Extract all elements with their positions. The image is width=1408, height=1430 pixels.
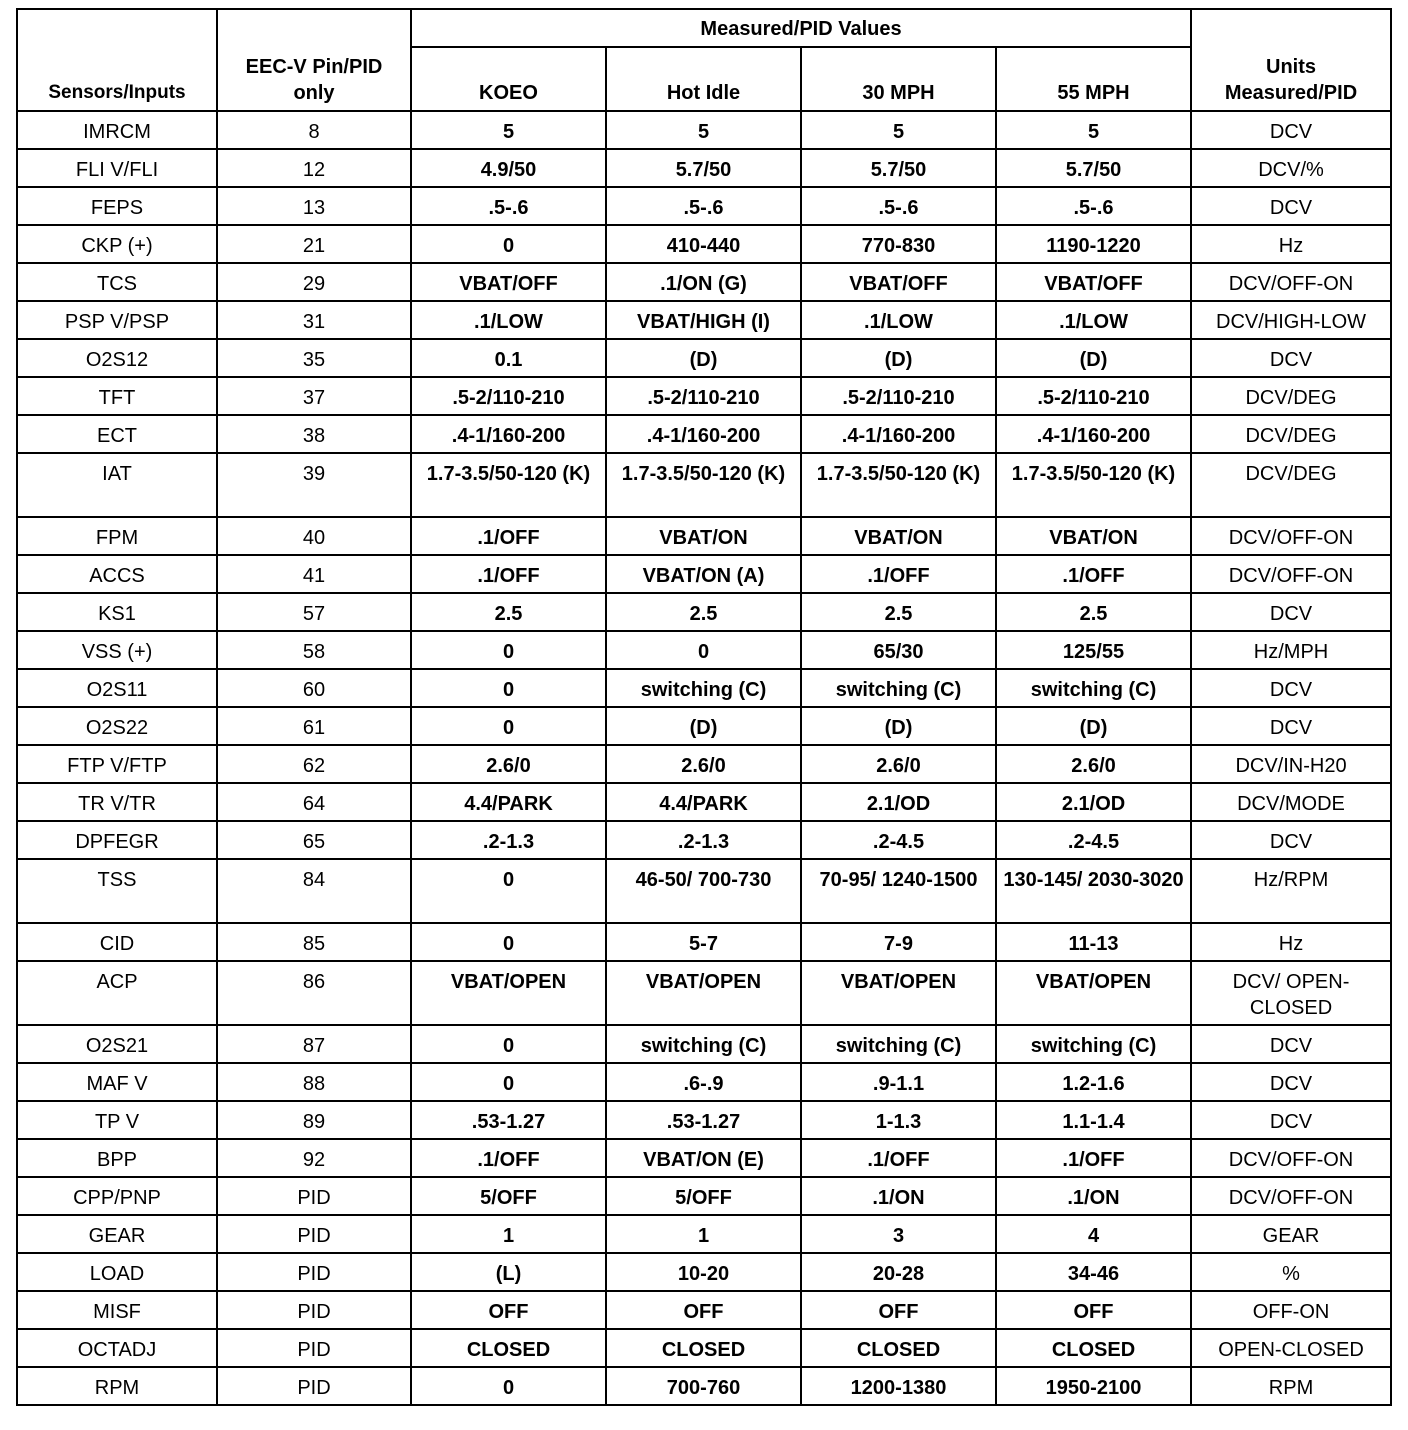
- cell-hot-idle: VBAT/ON: [606, 517, 801, 555]
- cell-sensor: TFT: [17, 377, 217, 415]
- cell-55-mph: 2.6/0: [996, 745, 1191, 783]
- cell-koeo: 5/OFF: [411, 1177, 606, 1215]
- cell-hot-idle: .1/ON (G): [606, 263, 801, 301]
- cell-hot-idle: VBAT/OPEN: [606, 961, 801, 1025]
- cell-koeo: 0: [411, 225, 606, 263]
- cell-koeo: 1.7-3.5/50-120 (K): [411, 453, 606, 517]
- cell-hot-idle: 5.7/50: [606, 149, 801, 187]
- cell-pin: 62: [217, 745, 411, 783]
- cell-30-mph: 770-830: [801, 225, 996, 263]
- cell-55-mph: (D): [996, 339, 1191, 377]
- cell-sensor: FPM: [17, 517, 217, 555]
- cell-pin: PID: [217, 1291, 411, 1329]
- cell-30-mph: .1/OFF: [801, 555, 996, 593]
- cell-hot-idle: .4-1/160-200: [606, 415, 801, 453]
- cell-pin: PID: [217, 1215, 411, 1253]
- cell-30-mph: 70-95/ 1240-1500: [801, 859, 996, 923]
- cell-sensor: TR V/TR: [17, 783, 217, 821]
- cell-hot-idle: CLOSED: [606, 1329, 801, 1367]
- cell-hot-idle: switching (C): [606, 669, 801, 707]
- cell-hot-idle: 10-20: [606, 1253, 801, 1291]
- cell-units: Hz/MPH: [1191, 631, 1391, 669]
- cell-pin: 58: [217, 631, 411, 669]
- cell-sensor: TP V: [17, 1101, 217, 1139]
- cell-55-mph: switching (C): [996, 1025, 1191, 1063]
- cell-koeo: 0.1: [411, 339, 606, 377]
- cell-30-mph: VBAT/OFF: [801, 263, 996, 301]
- cell-units: DCV: [1191, 821, 1391, 859]
- table-row: [17, 1101, 1391, 1139]
- cell-55-mph: VBAT/ON: [996, 517, 1191, 555]
- cell-koeo: OFF: [411, 1291, 606, 1329]
- cell-units: DCV/DEG: [1191, 453, 1391, 517]
- cell-koeo: 0: [411, 669, 606, 707]
- table-row: [17, 745, 1391, 783]
- cell-pin: 61: [217, 707, 411, 745]
- table-row: [17, 1025, 1391, 1063]
- header-units: Units Measured/PID: [1191, 9, 1391, 111]
- cell-30-mph: switching (C): [801, 669, 996, 707]
- cell-pin: 8: [217, 111, 411, 149]
- cell-sensor: ACP: [17, 961, 217, 1025]
- cell-pin: 38: [217, 415, 411, 453]
- cell-sensor: CKP (+): [17, 225, 217, 263]
- table-row: [17, 593, 1391, 631]
- cell-30-mph: (D): [801, 339, 996, 377]
- cell-sensor: IAT: [17, 453, 217, 517]
- cell-55-mph: .5-.6: [996, 187, 1191, 225]
- table-row: [17, 707, 1391, 745]
- cell-55-mph: 130-145/ 2030-3020: [996, 859, 1191, 923]
- cell-pin: 60: [217, 669, 411, 707]
- table-row: [17, 631, 1391, 669]
- cell-55-mph: 1.7-3.5/50-120 (K): [996, 453, 1191, 517]
- cell-pin: PID: [217, 1329, 411, 1367]
- cell-55-mph: 4: [996, 1215, 1191, 1253]
- cell-hot-idle: .53-1.27: [606, 1101, 801, 1139]
- table-row: [17, 1063, 1391, 1101]
- cell-hot-idle: 5/OFF: [606, 1177, 801, 1215]
- cell-koeo: .53-1.27: [411, 1101, 606, 1139]
- cell-koeo: .1/OFF: [411, 517, 606, 555]
- header-30-mph: 30 MPH: [801, 47, 996, 111]
- cell-pin: 35: [217, 339, 411, 377]
- cell-55-mph: 1.1-1.4: [996, 1101, 1191, 1139]
- cell-sensor: O2S12: [17, 339, 217, 377]
- cell-pin: 65: [217, 821, 411, 859]
- header-55-mph: 55 MPH: [996, 47, 1191, 111]
- cell-30-mph: CLOSED: [801, 1329, 996, 1367]
- cell-koeo: .4-1/160-200: [411, 415, 606, 453]
- cell-sensor: FEPS: [17, 187, 217, 225]
- cell-sensor: MISF: [17, 1291, 217, 1329]
- table-row: [17, 1139, 1391, 1177]
- cell-units: Hz: [1191, 225, 1391, 263]
- cell-units: Hz: [1191, 923, 1391, 961]
- cell-koeo: .2-1.3: [411, 821, 606, 859]
- cell-units: DCV/DEG: [1191, 377, 1391, 415]
- cell-koeo: 2.6/0: [411, 745, 606, 783]
- cell-pin: PID: [217, 1367, 411, 1405]
- cell-hot-idle: VBAT/ON (A): [606, 555, 801, 593]
- cell-55-mph: .1/OFF: [996, 1139, 1191, 1177]
- cell-koeo: .1/LOW: [411, 301, 606, 339]
- pid-values-table: [16, 8, 1392, 1406]
- cell-units: DCV: [1191, 1101, 1391, 1139]
- cell-koeo: 0: [411, 707, 606, 745]
- cell-units: OPEN-CLOSED: [1191, 1329, 1391, 1367]
- cell-sensor: ECT: [17, 415, 217, 453]
- table-row: [17, 415, 1391, 453]
- cell-units: GEAR: [1191, 1215, 1391, 1253]
- cell-55-mph: 125/55: [996, 631, 1191, 669]
- table-row: [17, 1215, 1391, 1253]
- cell-sensor: OCTADJ: [17, 1329, 217, 1367]
- cell-30-mph: 1-1.3: [801, 1101, 996, 1139]
- cell-sensor: ACCS: [17, 555, 217, 593]
- cell-55-mph: 1.2-1.6: [996, 1063, 1191, 1101]
- cell-30-mph: 2.6/0: [801, 745, 996, 783]
- cell-koeo: VBAT/OFF: [411, 263, 606, 301]
- cell-units: DCV/IN-H20: [1191, 745, 1391, 783]
- cell-hot-idle: 46-50/ 700-730: [606, 859, 801, 923]
- table-row: [17, 1177, 1391, 1215]
- cell-units: Hz/RPM: [1191, 859, 1391, 923]
- cell-hot-idle: (D): [606, 339, 801, 377]
- cell-units: %: [1191, 1253, 1391, 1291]
- cell-pin: 84: [217, 859, 411, 923]
- cell-55-mph: .1/OFF: [996, 555, 1191, 593]
- cell-pin: 39: [217, 453, 411, 517]
- cell-units: DCV/ OPEN-CLOSED: [1191, 961, 1391, 1025]
- cell-55-mph: OFF: [996, 1291, 1191, 1329]
- cell-pin: 92: [217, 1139, 411, 1177]
- table-row: [17, 1367, 1391, 1405]
- cell-55-mph: 34-46: [996, 1253, 1191, 1291]
- cell-koeo: CLOSED: [411, 1329, 606, 1367]
- cell-units: DCV/HIGH-LOW: [1191, 301, 1391, 339]
- cell-pin: 37: [217, 377, 411, 415]
- cell-units: RPM: [1191, 1367, 1391, 1405]
- cell-55-mph: (D): [996, 707, 1191, 745]
- header-eec-pin: EEC-V Pin/PID only: [217, 9, 411, 111]
- cell-30-mph: VBAT/ON: [801, 517, 996, 555]
- cell-55-mph: 5.7/50: [996, 149, 1191, 187]
- cell-pin: 87: [217, 1025, 411, 1063]
- cell-55-mph: VBAT/OPEN: [996, 961, 1191, 1025]
- cell-koeo: (L): [411, 1253, 606, 1291]
- cell-pin: 31: [217, 301, 411, 339]
- cell-hot-idle: 4.4/PARK: [606, 783, 801, 821]
- cell-pin: PID: [217, 1253, 411, 1291]
- cell-sensor: O2S21: [17, 1025, 217, 1063]
- cell-koeo: VBAT/OPEN: [411, 961, 606, 1025]
- cell-30-mph: 20-28: [801, 1253, 996, 1291]
- cell-30-mph: .4-1/160-200: [801, 415, 996, 453]
- cell-hot-idle: VBAT/ON (E): [606, 1139, 801, 1177]
- cell-55-mph: 11-13: [996, 923, 1191, 961]
- cell-koeo: 4.9/50: [411, 149, 606, 187]
- cell-sensor: FTP V/FTP: [17, 745, 217, 783]
- cell-sensor: BPP: [17, 1139, 217, 1177]
- cell-units: DCV: [1191, 1063, 1391, 1101]
- cell-30-mph: 2.1/OD: [801, 783, 996, 821]
- cell-koeo: 5: [411, 111, 606, 149]
- cell-hot-idle: 1.7-3.5/50-120 (K): [606, 453, 801, 517]
- table-row: [17, 1291, 1391, 1329]
- cell-sensor: IMRCM: [17, 111, 217, 149]
- cell-30-mph: .1/OFF: [801, 1139, 996, 1177]
- cell-sensor: MAF V: [17, 1063, 217, 1101]
- cell-55-mph: 5: [996, 111, 1191, 149]
- cell-sensor: FLI V/FLI: [17, 149, 217, 187]
- cell-30-mph: .1/LOW: [801, 301, 996, 339]
- table-row: [17, 669, 1391, 707]
- cell-hot-idle: 1: [606, 1215, 801, 1253]
- cell-55-mph: 1950-2100: [996, 1367, 1191, 1405]
- table-row: [17, 821, 1391, 859]
- cell-sensor: LOAD: [17, 1253, 217, 1291]
- cell-units: DCV/%: [1191, 149, 1391, 187]
- table-row: [17, 377, 1391, 415]
- cell-units: DCV: [1191, 187, 1391, 225]
- cell-koeo: .1/OFF: [411, 555, 606, 593]
- cell-units: DCV/OFF-ON: [1191, 555, 1391, 593]
- cell-units: DCV: [1191, 339, 1391, 377]
- cell-pin: 40: [217, 517, 411, 555]
- cell-30-mph: .9-1.1: [801, 1063, 996, 1101]
- cell-30-mph: 65/30: [801, 631, 996, 669]
- header-hot-idle: Hot Idle: [606, 47, 801, 111]
- cell-hot-idle: .5-2/110-210: [606, 377, 801, 415]
- cell-hot-idle: 5-7: [606, 923, 801, 961]
- cell-30-mph: VBAT/OPEN: [801, 961, 996, 1025]
- cell-units: DCV: [1191, 669, 1391, 707]
- cell-units: DCV/OFF-ON: [1191, 1177, 1391, 1215]
- cell-30-mph: 1.7-3.5/50-120 (K): [801, 453, 996, 517]
- cell-pin: PID: [217, 1177, 411, 1215]
- cell-pin: 88: [217, 1063, 411, 1101]
- cell-30-mph: (D): [801, 707, 996, 745]
- cell-hot-idle: switching (C): [606, 1025, 801, 1063]
- table-row: [17, 453, 1391, 517]
- cell-units: DCV/OFF-ON: [1191, 263, 1391, 301]
- cell-units: DCV/OFF-ON: [1191, 517, 1391, 555]
- table-row: [17, 111, 1391, 149]
- cell-30-mph: .5-2/110-210: [801, 377, 996, 415]
- cell-pin: 89: [217, 1101, 411, 1139]
- table-header: [17, 9, 1391, 111]
- cell-hot-idle: OFF: [606, 1291, 801, 1329]
- cell-koeo: 1: [411, 1215, 606, 1253]
- cell-hot-idle: 0: [606, 631, 801, 669]
- cell-koeo: .5-.6: [411, 187, 606, 225]
- cell-units: DCV/DEG: [1191, 415, 1391, 453]
- cell-30-mph: 2.5: [801, 593, 996, 631]
- header-sensors-inputs: Sensors/Inputs: [17, 9, 217, 111]
- cell-sensor: O2S22: [17, 707, 217, 745]
- cell-koeo: 4.4/PARK: [411, 783, 606, 821]
- table-row: [17, 783, 1391, 821]
- cell-koeo: 0: [411, 1063, 606, 1101]
- cell-hot-idle: .5-.6: [606, 187, 801, 225]
- cell-hot-idle: 2.6/0: [606, 745, 801, 783]
- cell-pin: 29: [217, 263, 411, 301]
- cell-units: DCV: [1191, 111, 1391, 149]
- cell-55-mph: .4-1/160-200: [996, 415, 1191, 453]
- cell-55-mph: 2.5: [996, 593, 1191, 631]
- cell-koeo: .5-2/110-210: [411, 377, 606, 415]
- cell-koeo: 0: [411, 859, 606, 923]
- table-row: [17, 149, 1391, 187]
- cell-pin: 13: [217, 187, 411, 225]
- table-row: [17, 961, 1391, 1025]
- cell-30-mph: OFF: [801, 1291, 996, 1329]
- table-row: [17, 859, 1391, 923]
- cell-pin: 21: [217, 225, 411, 263]
- table-row: [17, 555, 1391, 593]
- cell-55-mph: 2.1/OD: [996, 783, 1191, 821]
- cell-sensor: CID: [17, 923, 217, 961]
- cell-hot-idle: 2.5: [606, 593, 801, 631]
- cell-pin: 57: [217, 593, 411, 631]
- cell-sensor: KS1: [17, 593, 217, 631]
- table-row: [17, 1253, 1391, 1291]
- table-row: [17, 517, 1391, 555]
- cell-koeo: 2.5: [411, 593, 606, 631]
- cell-30-mph: switching (C): [801, 1025, 996, 1063]
- cell-30-mph: 7-9: [801, 923, 996, 961]
- cell-koeo: .1/OFF: [411, 1139, 606, 1177]
- cell-units: DCV/MODE: [1191, 783, 1391, 821]
- cell-hot-idle: (D): [606, 707, 801, 745]
- cell-sensor: DPFEGR: [17, 821, 217, 859]
- cell-hot-idle: .6-.9: [606, 1063, 801, 1101]
- cell-30-mph: 5.7/50: [801, 149, 996, 187]
- table-row: [17, 923, 1391, 961]
- cell-30-mph: 5: [801, 111, 996, 149]
- cell-sensor: O2S11: [17, 669, 217, 707]
- cell-hot-idle: 700-760: [606, 1367, 801, 1405]
- cell-hot-idle: VBAT/HIGH (I): [606, 301, 801, 339]
- cell-units: OFF-ON: [1191, 1291, 1391, 1329]
- cell-units: DCV: [1191, 1025, 1391, 1063]
- cell-hot-idle: .2-1.3: [606, 821, 801, 859]
- cell-sensor: TCS: [17, 263, 217, 301]
- table-row: [17, 339, 1391, 377]
- table-row: [17, 187, 1391, 225]
- cell-sensor: RPM: [17, 1367, 217, 1405]
- cell-30-mph: .1/ON: [801, 1177, 996, 1215]
- cell-sensor: CPP/PNP: [17, 1177, 217, 1215]
- cell-pin: 85: [217, 923, 411, 961]
- cell-koeo: 0: [411, 923, 606, 961]
- cell-55-mph: .1/ON: [996, 1177, 1191, 1215]
- cell-55-mph: switching (C): [996, 669, 1191, 707]
- pid-reference-sheet: [16, 8, 1390, 1406]
- cell-55-mph: .5-2/110-210: [996, 377, 1191, 415]
- cell-units: DCV: [1191, 707, 1391, 745]
- cell-30-mph: .2-4.5: [801, 821, 996, 859]
- cell-units: DCV/OFF-ON: [1191, 1139, 1391, 1177]
- cell-55-mph: .1/LOW: [996, 301, 1191, 339]
- table-row: [17, 225, 1391, 263]
- cell-pin: 64: [217, 783, 411, 821]
- table-body: [17, 111, 1391, 1405]
- cell-sensor: TSS: [17, 859, 217, 923]
- cell-hot-idle: 5: [606, 111, 801, 149]
- cell-55-mph: CLOSED: [996, 1329, 1191, 1367]
- table-row: [17, 263, 1391, 301]
- table-row: [17, 301, 1391, 339]
- cell-55-mph: VBAT/OFF: [996, 263, 1191, 301]
- cell-30-mph: 3: [801, 1215, 996, 1253]
- header-koeo: KOEO: [411, 47, 606, 111]
- cell-units: DCV: [1191, 593, 1391, 631]
- cell-pin: 12: [217, 149, 411, 187]
- cell-sensor: PSP V/PSP: [17, 301, 217, 339]
- cell-30-mph: .5-.6: [801, 187, 996, 225]
- cell-55-mph: .2-4.5: [996, 821, 1191, 859]
- header-measured-pid-values: Measured/PID Values: [411, 9, 1191, 47]
- table-row: [17, 1329, 1391, 1367]
- cell-koeo: 0: [411, 631, 606, 669]
- cell-30-mph: 1200-1380: [801, 1367, 996, 1405]
- cell-pin: 41: [217, 555, 411, 593]
- cell-sensor: VSS (+): [17, 631, 217, 669]
- cell-55-mph: 1190-1220: [996, 225, 1191, 263]
- cell-pin: 86: [217, 961, 411, 1025]
- cell-hot-idle: 410-440: [606, 225, 801, 263]
- cell-koeo: 0: [411, 1367, 606, 1405]
- cell-sensor: GEAR: [17, 1215, 217, 1253]
- cell-koeo: 0: [411, 1025, 606, 1063]
